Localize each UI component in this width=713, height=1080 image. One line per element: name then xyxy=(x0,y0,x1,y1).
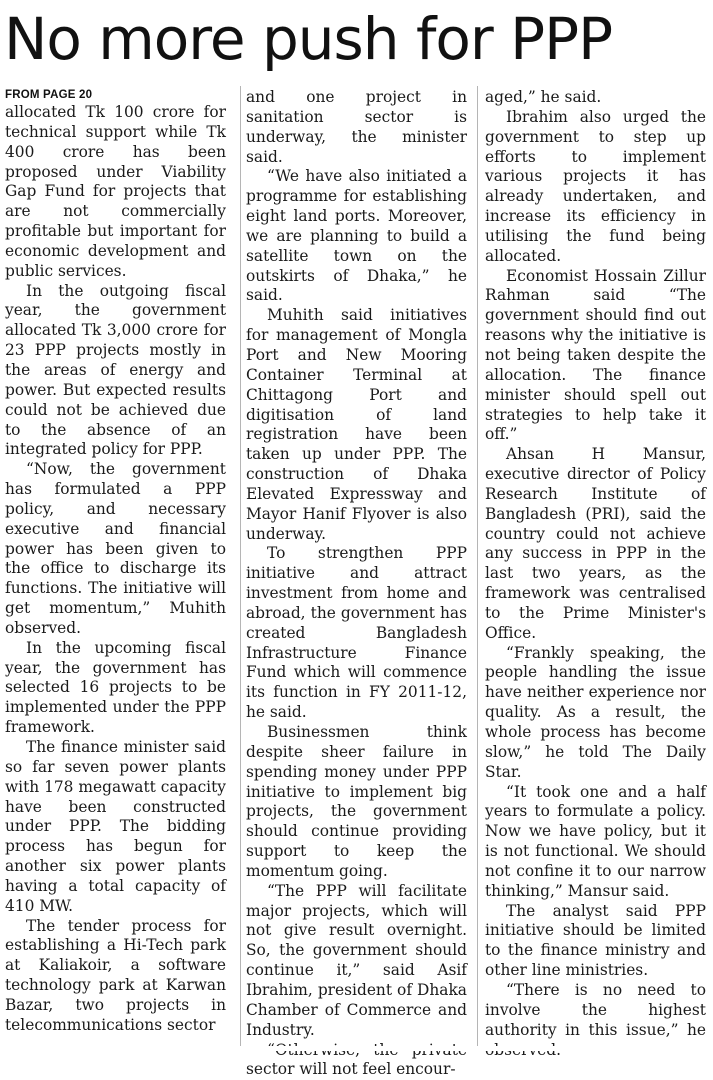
paragraph: “We have also initiated a programme for establishing eight land ports. Moreover, we are planning to build a satellite town on the outskirts of Dhaka,” he said. xyxy=(246,167,467,306)
paragraph: Ibrahim also urged the government to step up efforts to implement various projects it has already undertaken, and increase its efficiency in utilising the fund being allocated. xyxy=(485,108,706,267)
article-column-3 xyxy=(485,88,706,1060)
paragraph: Muhith said initiatives for management of Mongla Port and New Mooring Container Terminal at Chittagong Port and digitisation of land registration have been taken up under PPP. The construction of Dhaka Elevated Expressway and Mayor Hanif Flyover is also underway. xyxy=(246,306,467,544)
paragraph: To strengthen PPP initiative and attract investment from home and abroad, the government has created Bangladesh Infrastructure Finance Fund which will commence its function in FY 2011-12, he said. xyxy=(246,544,467,723)
paragraph: and one project in sanitation sector is underway, the minister said. xyxy=(246,88,467,167)
paragraph: In the outgoing fiscal year, the government allocated Tk 3,000 crore for 23 PPP projects mostly in the areas of energy and power. But expected results could not be achieved due to the absence of an integrated policy for PPP. xyxy=(5,282,226,461)
continuation-kicker: FROM PAGE 20 xyxy=(5,88,226,103)
paragraph: aged,” he said. xyxy=(485,88,706,108)
paragraph: Economist Hossain Zillur Rahman said “The government should find out reasons why the initiative is not being taken despite the allocation. The finance minister should spell out strategies to help take it off.” xyxy=(485,267,706,446)
article-column-2 xyxy=(246,88,467,1080)
paragraph: The tender process for establishing a Hi-Tech park at Kaliakoir, a software technology park at Karwan Bazar, two projects in telecommunications sector xyxy=(5,917,226,1036)
paragraph: Businessmen think despite sheer failure in spending money under PPP initiative to implement big projects, the government should continue providing support to keep the momentum going. xyxy=(246,723,467,882)
paragraph: In the upcoming fiscal year, the government has selected 16 projects to be implemented under the PPP framework. xyxy=(5,639,226,738)
paragraph: Ahsan H Mansur, executive director of Policy Research Institute of Bangladesh (PRI), said the country could not achieve any success in PPP in the last two years, as the framework was centralised to the Prime Minister's Office. xyxy=(485,445,706,643)
paragraph: “There is no need to involve the highest authority in this issue,” he xyxy=(485,981,706,1060)
paragraph: sector will not feel encour- xyxy=(246,1041,467,1080)
paragraph: The finance minister said so far seven power plants with 178 megawatt capacity have been constructed under PPP. The bidding process has begun for another six power plants having a total capacity of 410 MW. xyxy=(5,738,226,917)
paragraph: The analyst said PPP initiative should be limited to the finance ministry and other line ministries. xyxy=(485,902,706,981)
headline: No more push for PPP xyxy=(4,0,709,78)
paragraph: “Now, the government has formulated a PPP policy, and necessary executive and financial power has been given to the office to discharge its functions. The initiative will get momentum,” Muhith observed. xyxy=(5,460,226,639)
column-divider xyxy=(240,86,241,1046)
paragraph: “Frankly speaking, the people handling the issue have neither experience nor quality. As a result, the whole process has become slow,” he told The Daily Star. xyxy=(485,644,706,783)
paragraph: allocated Tk 100 crore for technical support while Tk 400 crore has been proposed under Viability Gap Fund for projects that are not commercially profitable but important for economic development and public services. xyxy=(5,103,226,282)
article-column-1 xyxy=(5,88,226,1036)
paragraph: “The PPP will facilitate major projects, which will not give result overnight. So, the government should continue it,” said Asif Ibrahim, president of Dhaka Chamber of Commerce and Industry. xyxy=(246,882,467,1041)
column-divider xyxy=(477,86,478,1046)
page-bottom-margin xyxy=(0,1046,713,1051)
paragraph: “It took one and a half years to formulate a policy. Now we have policy, but it is not functional. We should not confine it to our narrow thinking,” Mansur said. xyxy=(485,783,706,902)
